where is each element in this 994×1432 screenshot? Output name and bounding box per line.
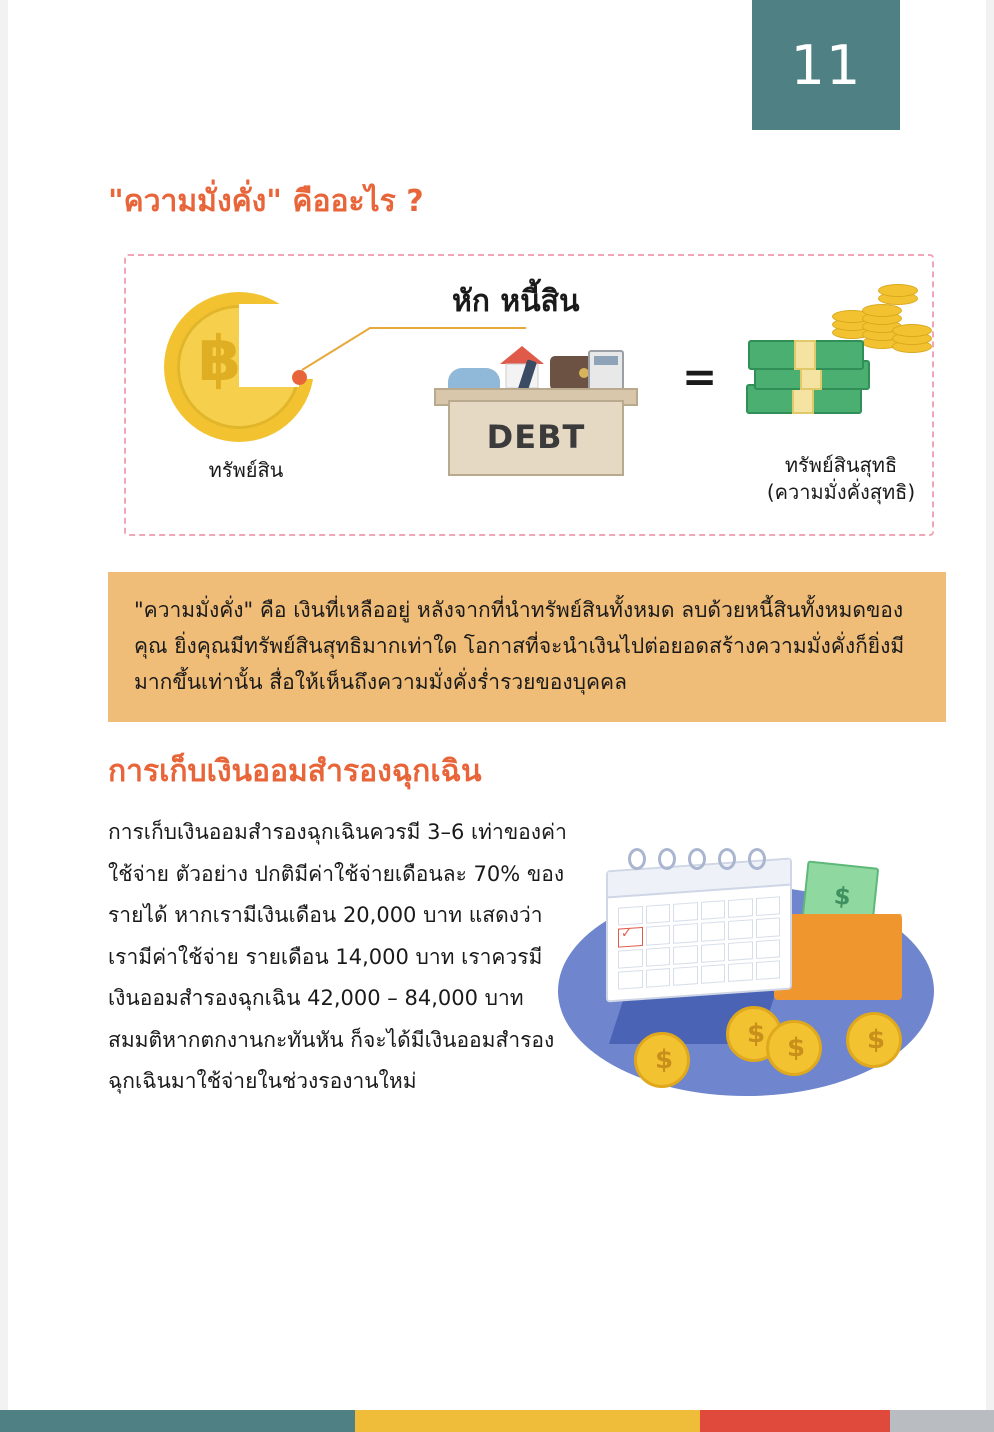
coin-icon-3 [846,1012,902,1068]
envelope-icon [774,914,902,1000]
net-worth-label-line2: (ความมั่งคั่งสุทธิ) [766,480,916,504]
debt-box-text: DEBT [486,418,586,456]
calendar-icon [606,857,792,1002]
net-worth-label-line1: ทรัพย์สินสุทธิ [784,453,898,477]
footer-segment-gray [890,1410,994,1432]
net-worth-icon [746,278,936,458]
section-title-emergency-fund: การเก็บเงินออมสำรองฉุกเฉิน [108,754,482,789]
asset-label: ทรัพย์สิน [208,458,284,482]
wealth-diagram [124,254,934,536]
page-number-text: 11 [790,33,862,97]
wealth-callout-text: "ความมั่งคั่ง" คือ เงินที่เหลืออยู่ หลังจากที่นำทรัพย์สินทั้งหมด ลบด้วยหนี้สินทั้งหมดของคุณ ยิ่งคุณมีทรัพย์สินสุทธิมากเท่าใด โอกาสที่จะนำเงินไปต่อยอดสร้างความมั่งคั่งก็ยิ่งมีมากขึ้นเท่านั้น สื่อให้เห็นถึงความมั่งคั่งร่ำรวยของบุคคล [108,572,946,722]
footer-segment-teal [0,1410,355,1432]
emergency-fund-body-text: การเก็บเงินออมสำรองฉุกเฉินควรมี 3–6 เท่าของค่าใช้จ่าย ตัวอย่าง ปกติมีค่าใช้จ่ายเดือนละ 70% ของรายได้ หากเรามีเงินเดือน 20,000 บาท แสดงว่าเรามีค่าใช้จ่าย รายเดือน 14,000 บาท เราควรมีเงินออมสำรองฉุกเฉิน 42,000 – 84,000 บาท สมมติหากตกงานกะทันหัน ก็จะได้มีเงินออมสำรองฉุกเฉินมาใช้จ่ายในช่วงรองานใหม่ [108,820,567,1094]
debt-label: หัก หนี้สิน [452,284,580,319]
equals-sign: = [682,352,718,401]
coin-icon-2 [766,1020,822,1076]
net-worth-label [716,452,966,506]
footer-segment-red [700,1410,890,1432]
footer-segment-yellow [355,1410,700,1432]
coin-icon-4 [634,1032,690,1088]
calendar-money-illustration [548,830,948,1130]
page-number-badge [752,0,900,130]
page-edge-left [0,0,8,1432]
asset-coin-icon: ฿ [164,292,324,452]
page-edge-right [986,0,994,1432]
debt-box-icon [426,326,656,496]
calculator-icon [588,350,624,392]
footer-bar [0,1410,994,1432]
page-title-wealth: "ความมั่งคั่ง" คืออะไร ? [108,184,424,219]
